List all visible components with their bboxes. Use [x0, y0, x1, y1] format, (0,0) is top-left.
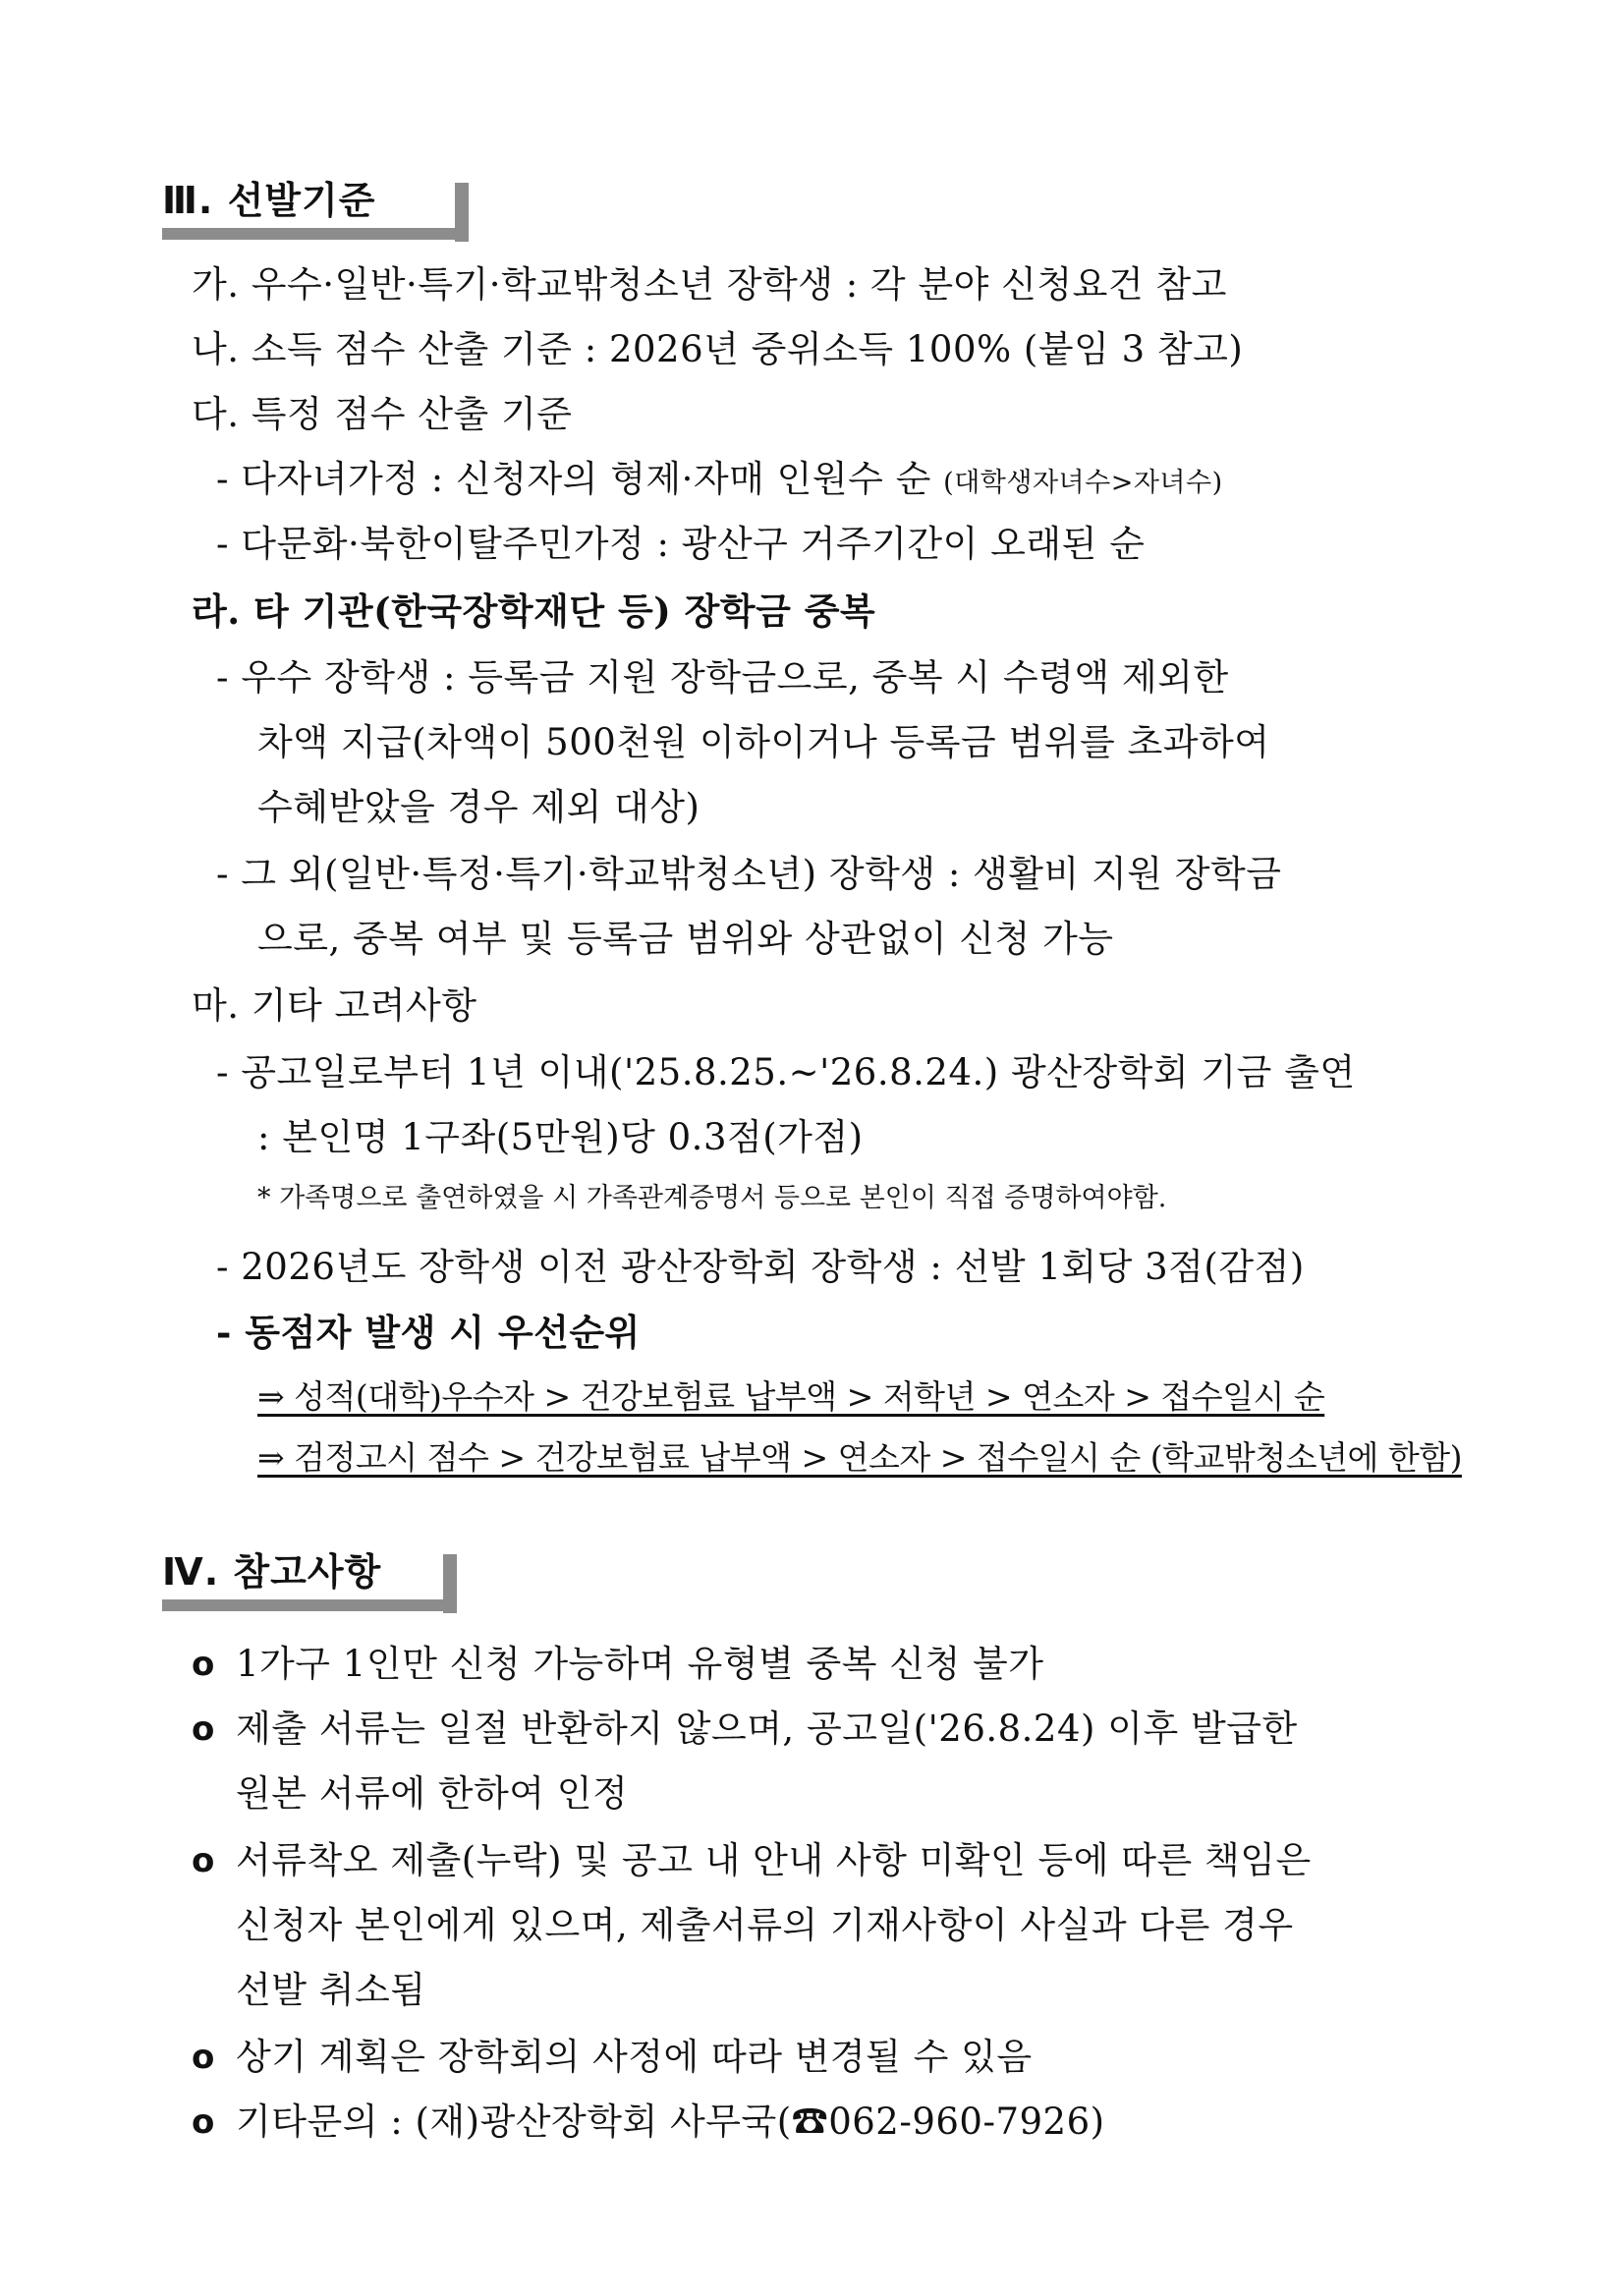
- criteria-da-item1: [216, 450, 1223, 513]
- section3-header: [162, 173, 476, 232]
- note-bullet-3: o: [192, 1841, 215, 1880]
- criteria-da-item2: - 다문화·북한이탈주민가정 : 광산구 거주기간이 오래된 순: [216, 523, 1146, 565]
- criteria-ma-item1-line1: - 공고일로부터 1년 이내('25.8.25.~'26.8.24.) 광산장학회 기금 출연: [216, 1051, 1356, 1093]
- criteria-ma-item2: - 2026년도 장학생 이전 광산장학회 장학생 : 선발 1회당 3점(감점): [216, 1246, 1305, 1288]
- tie-priority-line1: ⇒ 성적(대학)우수자 > 건강보험료 납부액 > 저학년 > 연소자 > 접수일시 순: [257, 1377, 1325, 1416]
- criteria-ra-item1-line3: 수혜받았을 경우 제외 대상): [257, 786, 700, 828]
- criteria-ra-item2-line1: - 그 외(일반·특정·특기·학교밖청소년) 장학생 : 생활비 지원 장학금: [216, 853, 1282, 895]
- criteria-ra-item1-line1: - 우수 장학생 : 등록금 지원 장학금으로, 중복 시 수령액 제외한: [216, 656, 1229, 699]
- criteria-ra: 라. 타 기관(한국장학재단 등) 장학금 중복: [192, 589, 876, 633]
- note-item3-line3: 선발 취소됨: [236, 1969, 426, 2011]
- note-item3-line2: 신청자 본인에게 있으며, 제출서류의 기재사항이 사실과 다른 경우: [236, 1904, 1294, 1946]
- note-item5: 기타문의 : (재)광산장학회 사무국(☎062-960-7926): [236, 2100, 1105, 2143]
- criteria-ma: 마. 기타 고려사항: [192, 984, 477, 1027]
- note-bullet-1: o: [192, 1645, 215, 1684]
- tie-priority-line2: ⇒ 검정고시 점수 > 건강보험료 납부액 > 연소자 > 접수일시 순 (학교밖청소년에 한함): [257, 1438, 1462, 1477]
- section4-title: Ⅳ. 참고사항: [162, 1550, 382, 1594]
- criteria-na: 나. 소득 점수 산출 기준 : 2026년 중위소득 100% (붙임 3 참고): [192, 328, 1244, 370]
- note-bullet-2: o: [192, 1709, 215, 1749]
- section3-title: Ⅲ. 선발기준: [162, 179, 376, 222]
- criteria-ra-item2-line2: 으로, 중복 여부 및 등록금 범위와 상관없이 신청 가능: [257, 918, 1114, 960]
- section3-bar-vertical: [455, 183, 469, 242]
- criteria-ga: 가. 우수·일반·특기·학교밖청소년 장학생 : 각 분야 신청요건 참고: [192, 263, 1227, 306]
- criteria-da: 다. 특정 점수 산출 기준: [192, 393, 573, 435]
- note-item4: 상기 계획은 장학회의 사정에 따라 변경될 수 있음: [236, 2036, 1033, 2078]
- note-item2-line1: 제출 서류는 일절 반환하지 않으며, 공고일('26.8.24) 이후 발급한: [236, 1708, 1298, 1750]
- section3-bar-horizontal: [162, 228, 469, 240]
- criteria-ma-item1-line2: : 본인명 1구좌(5만원)당 0.3점(가점): [257, 1116, 864, 1158]
- section4-bar-vertical: [443, 1554, 457, 1613]
- criteria-ma-item3: - 동점자 발생 시 우선순위: [216, 1311, 641, 1354]
- note-item3-line1: 서류착오 제출(누락) 및 공고 내 안내 사항 미확인 등에 따른 책임은: [236, 1839, 1312, 1881]
- criteria-ra-item1-line2: 차액 지급(차액이 500천원 이하이거나 등록금 범위를 초과하여: [257, 721, 1270, 763]
- section4-header: [162, 1544, 476, 1603]
- note-bullet-5: o: [192, 2102, 215, 2142]
- note-bullet-4: o: [192, 2038, 215, 2077]
- criteria-da-item1-note: (대학생자녀수>자녀수): [943, 468, 1223, 498]
- criteria-ma-note: * 가족명으로 출연하였을 시 가족관계증명서 등으로 본인이 직접 증명하여야함.: [257, 1183, 1167, 1213]
- note-item2-line2: 원본 서류에 한하여 인정: [236, 1772, 629, 1815]
- section4-bar-horizontal: [162, 1599, 457, 1611]
- note-item1: 1가구 1인만 신청 가능하며 유형별 중복 신청 불가: [236, 1643, 1044, 1685]
- criteria-da-item1-text: - 다자녀가정 : 신청자의 형제·자매 인원수 순: [216, 458, 944, 500]
